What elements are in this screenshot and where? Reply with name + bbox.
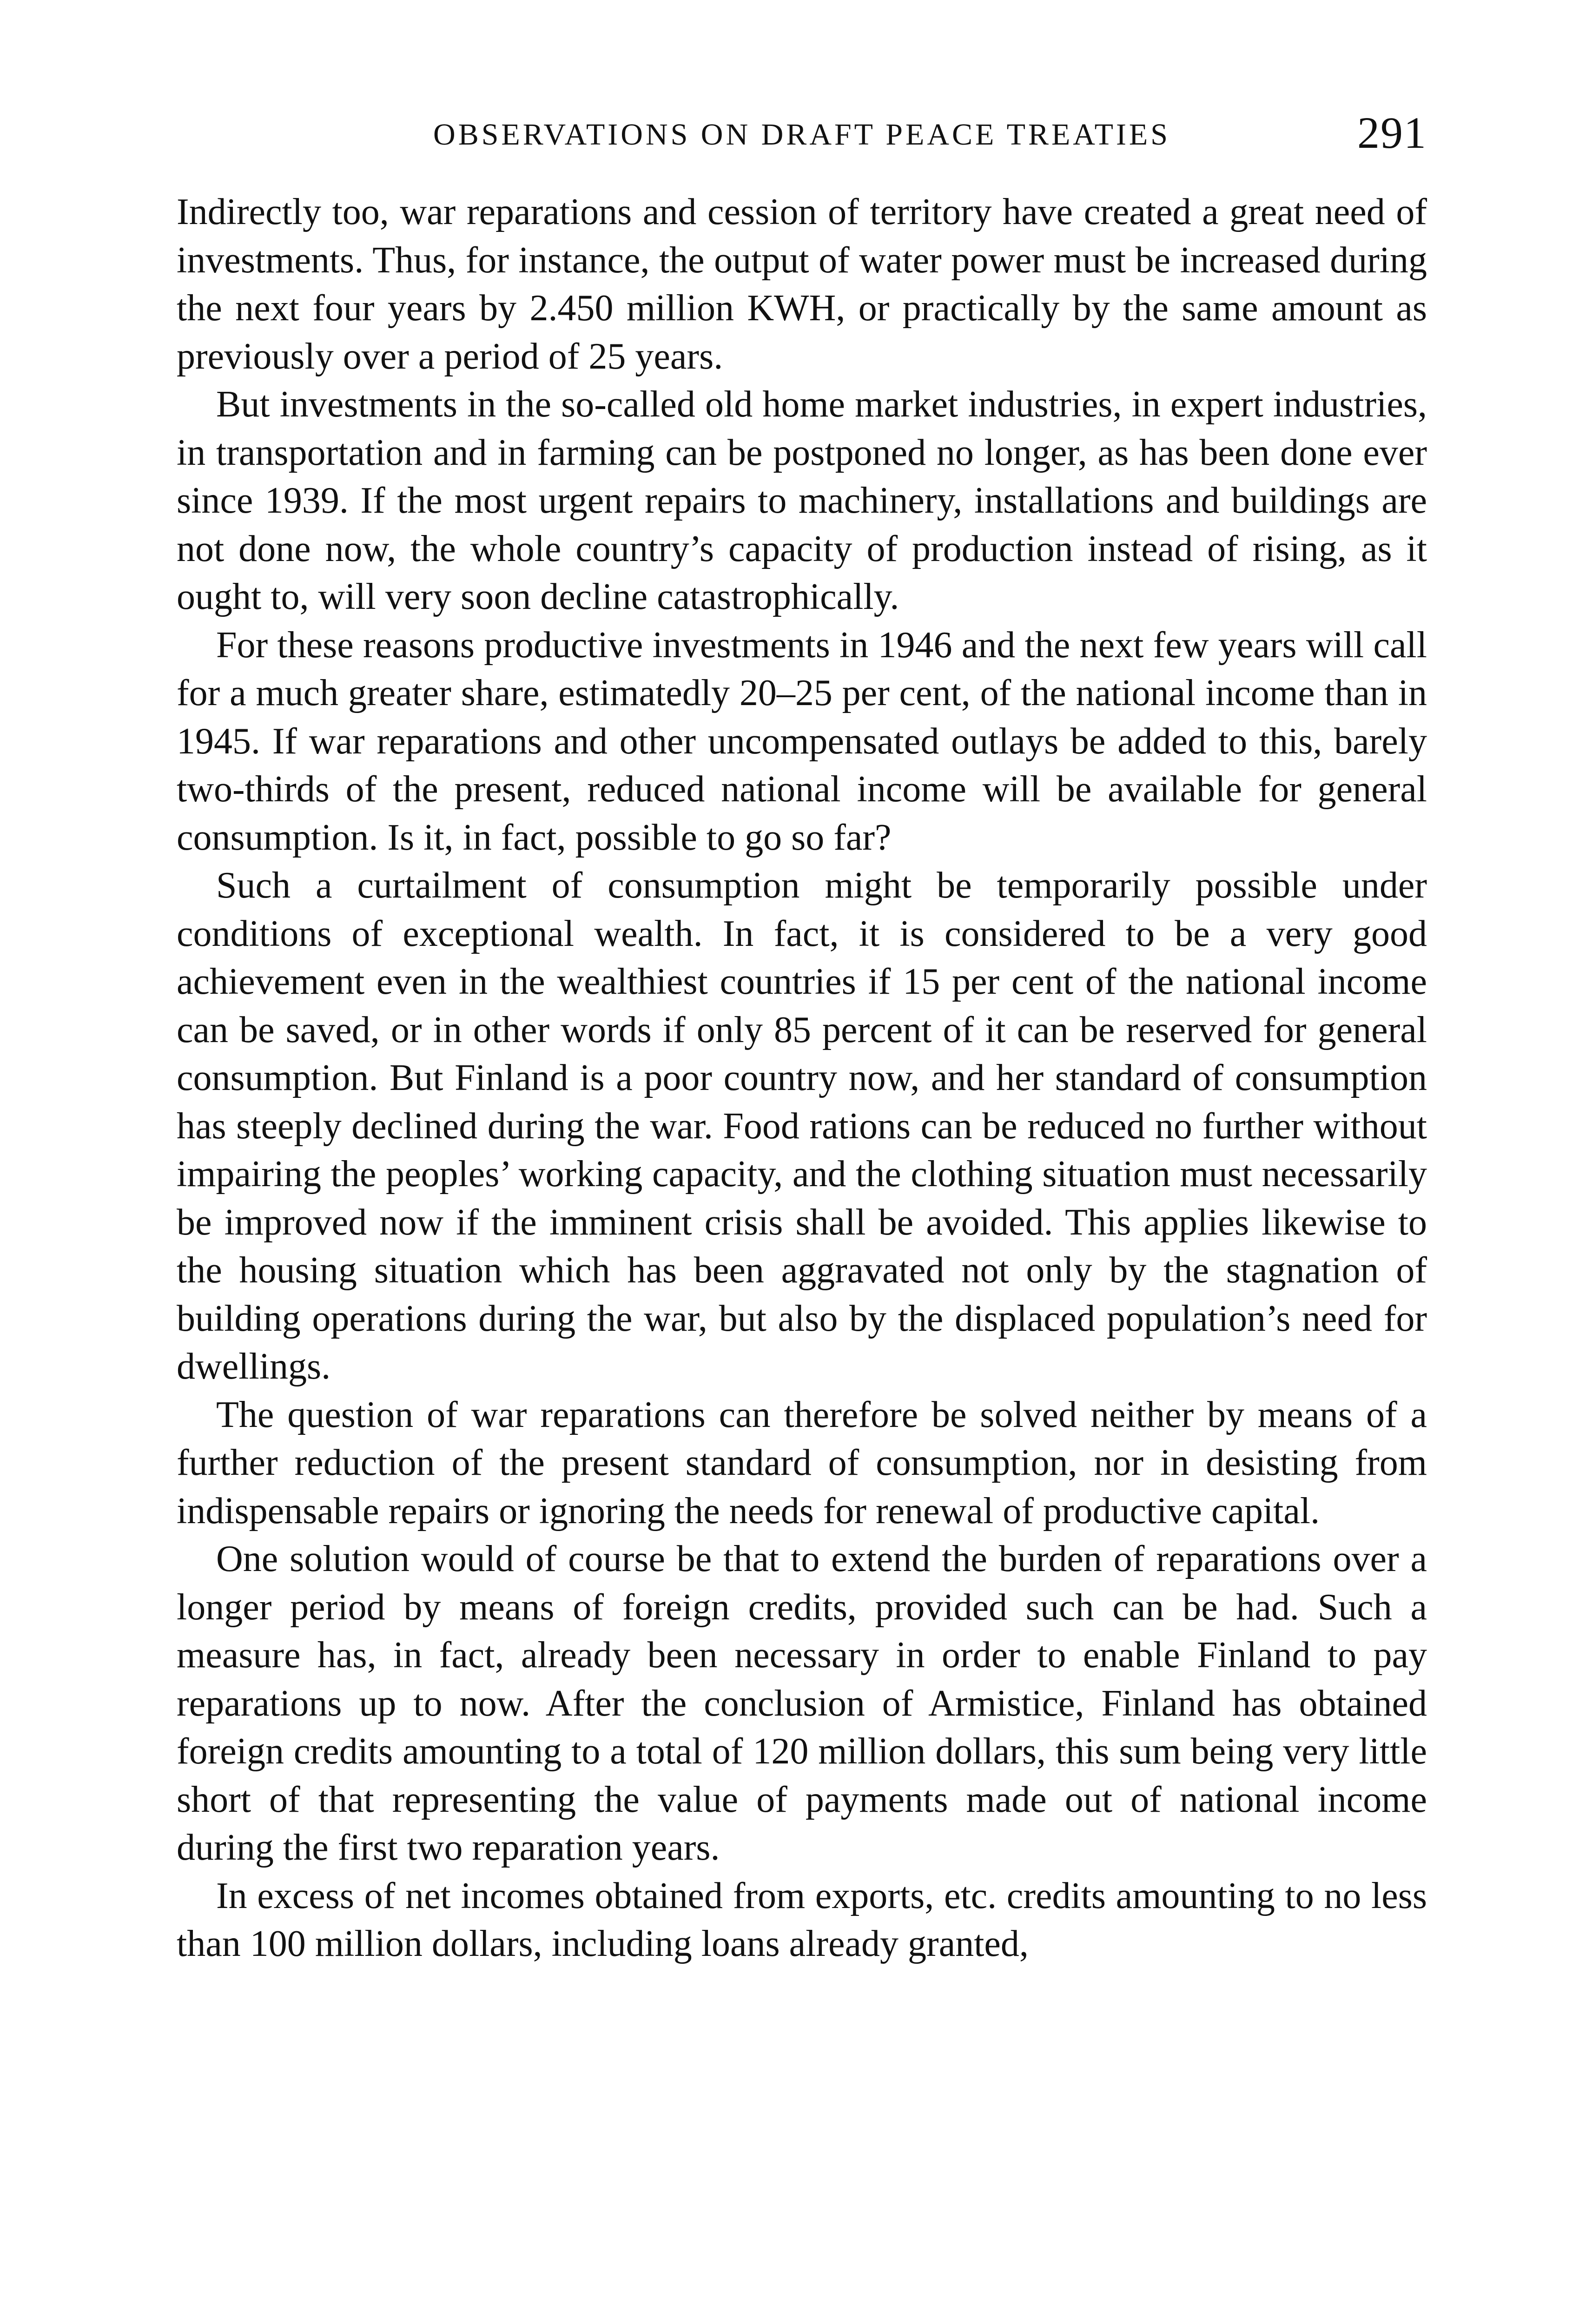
paragraph-7: In excess of net incomes obtained from exports, etc. credits amounting to no less than 100 million dollars, including loans already granted, [177, 1875, 1427, 1964]
paragraph-4: Such a curtailment of consumption might be temporarily possible under conditions of exceptional wealth. In fact, it is considered to be a very good achievement even in the wealthiest countries if 15 per cent of the national income can be saved, or in other words if only 85 percent of it can be reserved for general consumption. But Finland is a poor country now, and her standard of consumption has steeply declined during the war. Food rations can be reduced no further without impairing the peoples’ working capacity, and the clothing situation must necessarily be improved now if the imminent crisis shall be avoided. This applies likewise to the housing situation which has been aggravated not only by the stagnation of building operations during the war, but also by the displaced population’s need for dwellings. [177, 865, 1427, 1387]
paragraph-3: For these reasons productive investments in 1946 and the next few years will call for a much greater share, estimatedly 20–25 per cent, of the national income than in 1945. If war reparations and other uncompensated outlays be added to this, barely two-thirds of the present, reduced national income will be available for general consumption. Is it, in fact, possible to go so far? [177, 624, 1427, 858]
running-head [177, 107, 1427, 163]
paragraph-5: The question of war reparations can therefore be solved neither by means of a further reduction of the present standard of consumption, nor in desisting from indispensable repairs or ignoring the needs for renewal of productive capital. [177, 1394, 1427, 1532]
paragraph-2: But investments in the so-called old home market industries, in expert industries, in transportation and in farming can be postponed no longer, as has been done ever since 1939. If the most urgent repairs to machinery, installations and buildings are not done now, the whole country’s capacity of production instead of rising, as it ought to, will very soon decline catastrophically. [177, 384, 1427, 617]
running-title: OBSERVATIONS ON DRAFT PEACE TREATIES [433, 118, 1170, 152]
body-text [177, 188, 1427, 1968]
paragraph-1: Indirectly too, war reparations and cession of territory have created a great need of investments. Thus, for instance, the output of water power must be increased during the next four years by 2.450 million KWH, or practically by the same amount as previously over a period of 25 years. [177, 191, 1427, 377]
paragraph-6: One solution would of course be that to extend the burden of reparations over a longer period by means of foreign credits, provided such can be had. Such a measure has, in fact, already been necessary in order to enable Finland to pay reparations up to now. After the conclusion of Armistice, Finland has obtained foreign credits amounting to a total of 120 million dollars, this sum being very little short of that representing the value of payments made out of national income during the first two reparation years. [177, 1538, 1427, 1868]
page-number: 291 [1357, 108, 1427, 158]
